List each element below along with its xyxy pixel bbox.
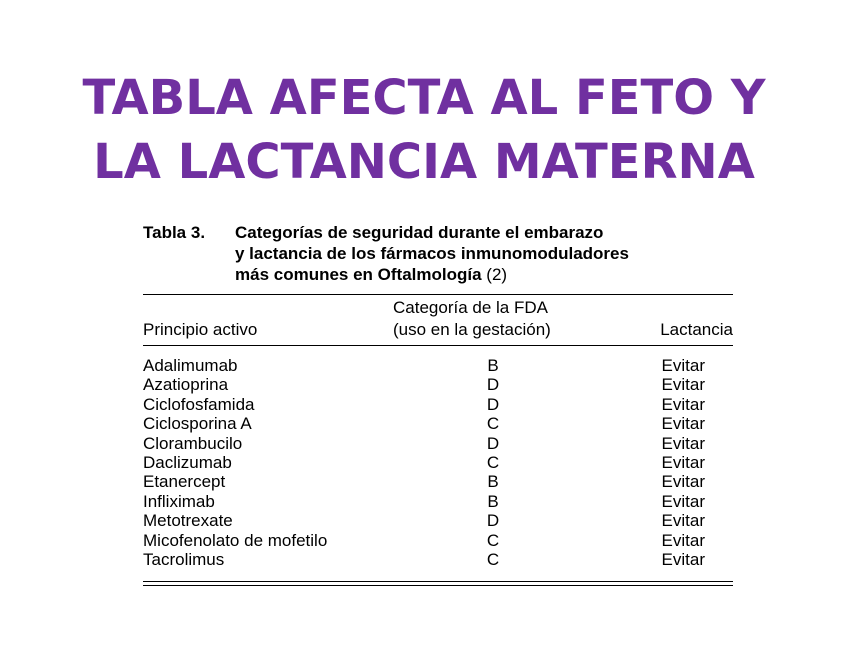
fda-category-cell: D bbox=[486, 511, 500, 531]
drug-cell: Metotrexate bbox=[143, 511, 233, 531]
header-categoria-fda bbox=[393, 297, 625, 341]
drug-cell: Ciclofosfamida bbox=[143, 394, 255, 414]
caption-line-1: Categorías de seguridad durante el embarazo bbox=[235, 223, 604, 242]
fda-category-cell: D bbox=[486, 433, 500, 453]
drug-cell: Azatioprina bbox=[143, 375, 229, 395]
drug-cell: Etanercept bbox=[143, 472, 226, 492]
lactation-cell: Evitar bbox=[661, 414, 705, 434]
drug-safety-table-figure bbox=[143, 222, 733, 586]
caption-reference: (2) bbox=[486, 265, 508, 284]
fda-category-cell: B bbox=[487, 356, 499, 375]
drug-cell: Clorambucilo bbox=[143, 433, 243, 453]
fda-category-cell: D bbox=[486, 375, 500, 395]
fda-category-cell: B bbox=[487, 491, 499, 511]
lactation-cell: Evitar bbox=[661, 394, 705, 414]
table-caption-text bbox=[235, 222, 629, 285]
drug-cell: Adalimumab bbox=[143, 356, 238, 375]
lactation-cell: Evitar bbox=[661, 530, 705, 550]
table-row bbox=[143, 356, 733, 375]
table-caption bbox=[143, 222, 733, 285]
lactation-cell: Evitar bbox=[661, 511, 705, 531]
table-row bbox=[143, 511, 733, 530]
table-bottom-double-rule bbox=[143, 581, 733, 586]
table-caption-label: Tabla 3. bbox=[143, 223, 206, 242]
drug-cell: Infliximab bbox=[143, 491, 215, 511]
fda-category-cell: D bbox=[486, 394, 500, 414]
drug-cell: Micofenolato de mofetilo bbox=[143, 530, 328, 550]
header-categoria-line-1: Categoría de la FDA bbox=[393, 298, 548, 317]
table-header-row bbox=[143, 295, 733, 341]
fda-category-cell: C bbox=[486, 414, 500, 434]
table-row bbox=[143, 395, 733, 414]
drug-cell: Daclizumab bbox=[143, 453, 232, 473]
table-row bbox=[143, 531, 733, 550]
caption-line-3: más comunes en Oftalmología bbox=[235, 265, 482, 284]
table-row bbox=[143, 375, 733, 394]
lactation-cell: Evitar bbox=[661, 550, 705, 570]
header-lactancia: Lactancia bbox=[660, 320, 733, 339]
header-categoria-line-2: (uso en la gestación) bbox=[393, 320, 551, 339]
header-principio-activo: Principio activo bbox=[143, 320, 258, 339]
fda-category-cell: C bbox=[486, 530, 500, 550]
table-row bbox=[143, 492, 733, 511]
lactation-cell: Evitar bbox=[661, 375, 705, 395]
lactation-cell: Evitar bbox=[661, 453, 705, 473]
lactation-cell: Evitar bbox=[661, 356, 705, 375]
title-line-1: TABLA AFECTA AL FETO Y bbox=[82, 70, 766, 126]
table-row bbox=[143, 414, 733, 433]
caption-line-2: y lactancia de los fármacos inmunomoduladores bbox=[235, 244, 629, 263]
table-row bbox=[143, 434, 733, 453]
fda-category-cell: C bbox=[486, 550, 500, 570]
fda-category-cell: B bbox=[487, 472, 499, 492]
table-row bbox=[143, 550, 733, 569]
slide-title bbox=[0, 66, 848, 194]
drug-cell: Ciclosporina A bbox=[143, 414, 252, 434]
lactation-cell: Evitar bbox=[661, 472, 705, 492]
drug-cell: Tacrolimus bbox=[143, 550, 225, 570]
table-row bbox=[143, 453, 733, 472]
table-row bbox=[143, 472, 733, 491]
table-body bbox=[143, 346, 733, 581]
title-line-2: LA LACTANCIA MATERNA bbox=[93, 134, 755, 190]
fda-category-cell: C bbox=[486, 453, 500, 473]
lactation-cell: Evitar bbox=[661, 491, 705, 511]
lactation-cell: Evitar bbox=[661, 433, 705, 453]
